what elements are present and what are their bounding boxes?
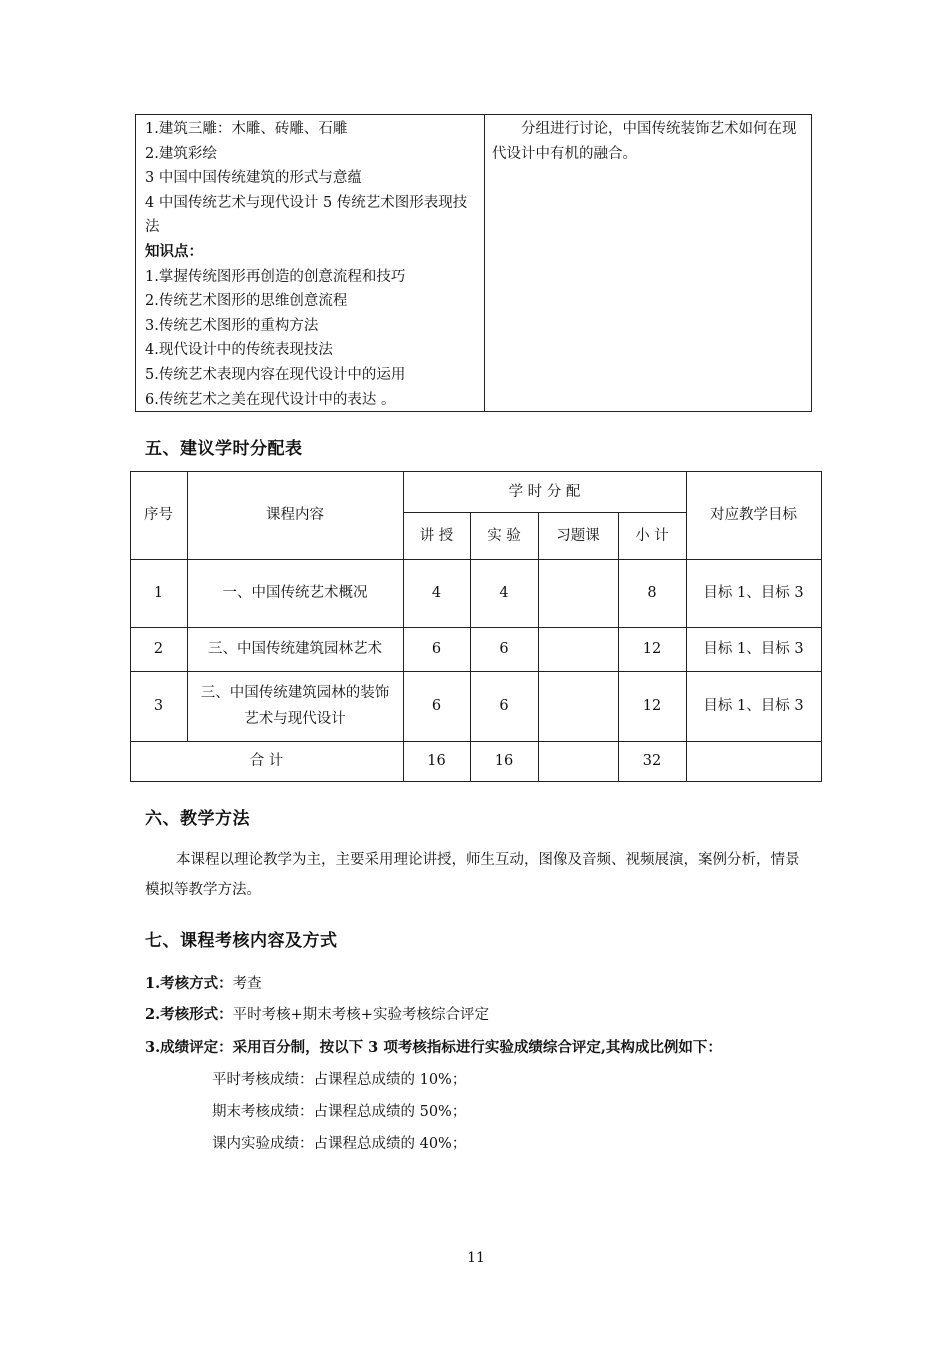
grade-line: 期末考核成绩：占课程总成绩的 50%；	[212, 1104, 467, 1120]
cell-exercise	[538, 627, 618, 671]
knowledge-point: 3.传统艺术图形的重构方法	[145, 317, 319, 334]
item-value: 平时考核+期末考核+实验考核综合评定	[232, 1007, 489, 1023]
header-seq: 序号	[144, 507, 173, 523]
total-exercise	[538, 741, 618, 781]
header-exercise: 习题课	[556, 527, 600, 544]
cell-lecture: 4	[431, 585, 442, 601]
cell-goal: 目标 1、目标 3	[703, 698, 804, 714]
page-number: 11	[467, 1250, 485, 1266]
content-line: 1.建筑三雕：木雕、砖雕、石雕	[145, 121, 348, 137]
cell-experiment: 4	[499, 585, 509, 601]
hours-table	[130, 471, 822, 782]
assessment-item	[145, 972, 262, 993]
cell-goal: 目标 1、目标 3	[703, 641, 804, 657]
content-list	[145, 117, 481, 412]
header-experiment: 实 验	[487, 527, 521, 544]
header-lecture: 讲 授	[419, 527, 454, 544]
cell-experiment: 6	[499, 641, 509, 657]
teaching-method-paragraph: 本课程以理论教学为主，主要采用理论讲授，师生互动，图像及音频、视频展演，案例分析，情景模拟等教学方法。	[145, 852, 800, 898]
total-goal	[686, 741, 821, 781]
grade-line: 课内实验成绩：占课程总成绩的 40%；	[212, 1136, 467, 1152]
knowledge-point: 1.掌握传统图形再创造的创意流程和技巧	[145, 268, 406, 285]
table-divider	[484, 115, 485, 411]
item-value: 考查	[232, 976, 262, 992]
item-label: 3.成绩评定：采用百分制，按以下 3 项考核指标进行实验成绩综合评定,其构成比例如下：	[145, 1039, 722, 1056]
cell-seq: 2	[153, 641, 164, 657]
total-subtotal: 32	[642, 753, 662, 769]
header-goal: 对应教学目标	[710, 507, 797, 523]
knowledge-point: 5.传统艺术表现内容在现代设计中的运用	[145, 366, 406, 383]
content-line: 3 中国中国传统建筑的形式与意蕴	[145, 170, 362, 187]
knowledge-point: 4.现代设计中的传统表现技法	[145, 342, 333, 359]
total-experiment: 16	[494, 753, 514, 769]
knowledge-point: 6.传统艺术之美在现代设计中的表达 。	[145, 391, 396, 408]
cell-seq: 3	[153, 698, 164, 714]
section-title: 七、课程考核内容及方式	[145, 931, 338, 951]
content-table	[135, 114, 812, 412]
cell-exercise	[538, 671, 618, 741]
cell-content: 三、中国传统建筑园林艺术	[208, 641, 382, 657]
header-hours: 学 时 分 配	[508, 483, 581, 500]
total-lecture: 16	[427, 753, 446, 769]
cell-subtotal: 12	[642, 698, 662, 714]
cell-goal: 目标 1、目标 3	[703, 585, 804, 601]
section-title: 五、建议学时分配表	[145, 439, 303, 459]
item-label: 1.考核方式：	[145, 975, 233, 992]
cell-subtotal: 12	[642, 641, 662, 657]
grade-line: 平时考核成绩：占课程总成绩的 10%；	[212, 1072, 467, 1088]
cell-content: 一、中国传统艺术概况	[222, 585, 368, 601]
cell-seq: 1	[153, 585, 164, 601]
item-label: 2.考核形式：	[145, 1006, 233, 1023]
total-label: 合 计	[249, 753, 284, 769]
assessment-item	[145, 1036, 722, 1057]
section-title: 六、教学方法	[145, 809, 250, 829]
assessment-item	[145, 1003, 489, 1024]
cell-experiment: 6	[499, 698, 509, 714]
discussion-text: 分组进行讨论，中国传统装饰艺术如何在现代设计中有机的融合。	[492, 121, 797, 162]
knowledge-label: 知识点：	[145, 242, 203, 260]
cell-content: 三、中国传统建筑园林的装饰艺术与现代设计	[200, 685, 390, 727]
cell-subtotal: 8	[647, 585, 657, 601]
knowledge-point: 2.传统艺术图形的思维创意流程	[145, 293, 348, 310]
content-line: 2.建筑彩绘	[145, 145, 217, 162]
cell-exercise	[538, 559, 618, 627]
header-subtotal: 小 计	[635, 527, 669, 544]
cell-lecture: 6	[431, 698, 442, 714]
cell-lecture: 6	[431, 641, 442, 657]
header-content: 课程内容	[266, 507, 324, 523]
content-line: 4 中国传统艺术与现代设计 5 传统艺术图形表现技法	[145, 194, 468, 236]
